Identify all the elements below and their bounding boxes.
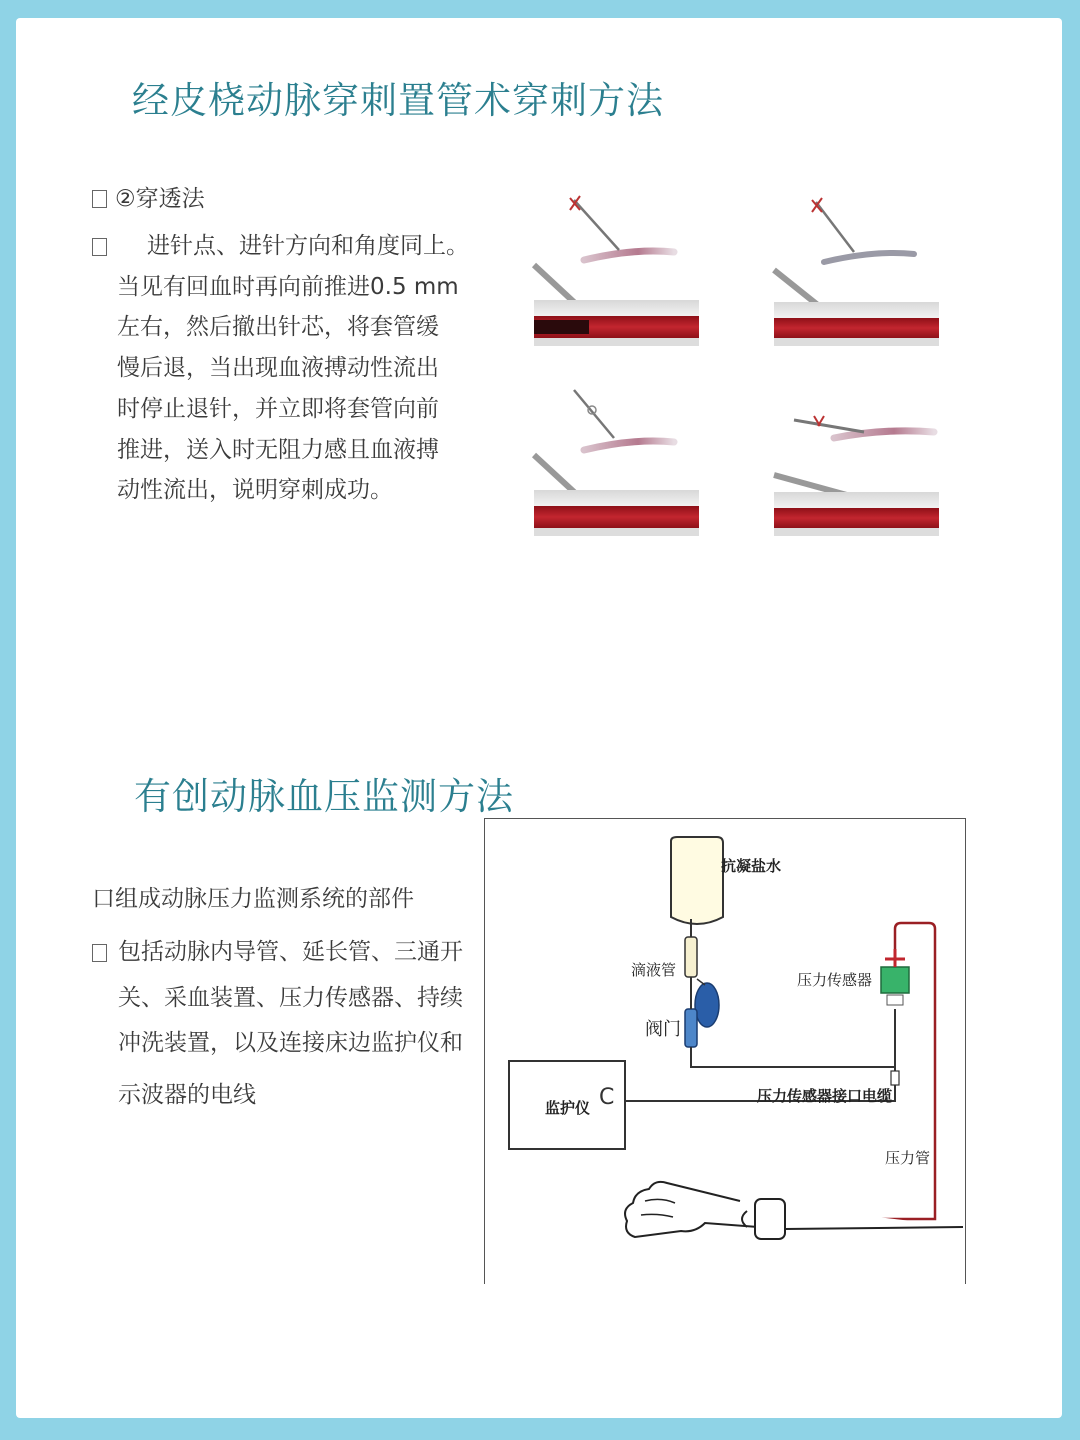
para-line: 示波器的电线 <box>118 1081 256 1108</box>
bullet-row <box>92 234 115 260</box>
connector-icon: C <box>599 1085 615 1110</box>
pressure-transducer-icon <box>881 967 909 993</box>
para-line: 左右，然后撤出针芯，将套管缓 <box>117 314 439 341</box>
para-line: 时停止退针，并立即将套管向前 <box>117 395 439 422</box>
components-heading: 口组成动脉压力监测系统的部件 <box>92 886 414 912</box>
para-line: 当见有回血时再向前推进0.5 mm <box>117 273 459 300</box>
label-pressure-tube: 压力管 <box>885 1149 931 1167</box>
drip-chamber-icon <box>685 937 697 977</box>
monitoring-system-diagram <box>484 818 966 1284</box>
section2-title: 有创动脉血压监测方法 <box>134 775 514 818</box>
label-cable: 压力传感器接口电缆 <box>757 1087 893 1105</box>
saline-bag-icon <box>671 837 723 924</box>
section1-paragraph <box>117 226 469 511</box>
para-line: 关、采血装置、压力传感器、持续 <box>118 984 463 1011</box>
label-saline: 抗凝盐水 <box>721 857 782 875</box>
arm-icon <box>625 1182 963 1237</box>
section2-paragraph <box>118 930 463 1118</box>
checkbox-icon <box>92 190 107 208</box>
para-line: 冲洗装置，以及连接床边监护仪和 <box>118 1030 463 1056</box>
label-transducer: 压力传感器 <box>797 971 873 989</box>
wrist-cannula-icon <box>755 1199 785 1239</box>
pressure-tube-line <box>785 923 935 1219</box>
method-label: ②穿透法 <box>115 186 205 212</box>
valve-icon <box>685 1009 697 1047</box>
method-heading <box>92 180 205 213</box>
para-line: 动性流出，说明穿刺成功。 <box>117 477 393 504</box>
step-panel-1 <box>534 196 699 346</box>
step-panel-4 <box>774 416 939 536</box>
section1-title: 经皮桡动脉穿刺置管术穿刺方法 <box>132 79 664 122</box>
label-drip: 滴液管 <box>631 961 677 979</box>
checkbox-icon <box>92 238 107 256</box>
label-valve: 阀门 <box>645 1019 681 1040</box>
label-monitor: 监护仪 <box>545 1099 591 1117</box>
bullet-row <box>92 940 115 966</box>
step-panel-2 <box>774 198 939 346</box>
checkbox-icon <box>92 944 107 962</box>
step-panel-3 <box>534 390 699 536</box>
para-line: 包括动脉内导管、延长管、三通开 <box>118 939 463 965</box>
flush-bulb-icon <box>695 983 719 1027</box>
para-line: 慢后退，当出现血液搏动性流出 <box>117 355 439 382</box>
puncture-steps-figure <box>512 170 942 540</box>
diagram-drawing <box>485 819 967 1285</box>
para-line: 进针点、进针方向和角度同上。 <box>147 233 469 259</box>
para-line: 推进，送入时无阻力感且血液搏 <box>117 436 439 463</box>
